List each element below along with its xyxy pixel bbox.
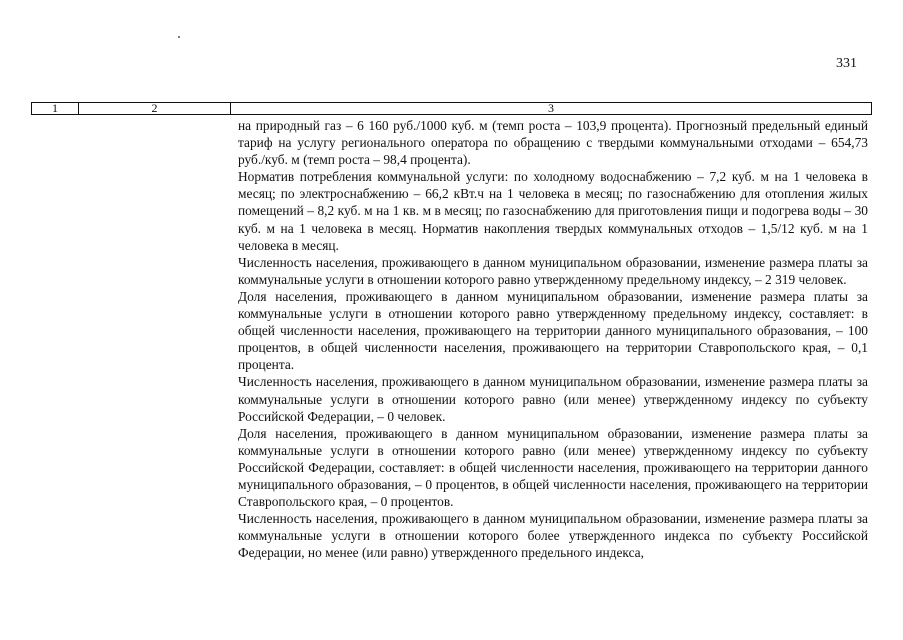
paragraph-tariff: на природный газ – 6 160 руб./1000 куб. м (темп роста – 103,9 процента). Прогнозный предельный единый тариф на услугу регионального оператора по обращению с твердыми коммунальными отходами – 654,73 руб./куб. м (темп роста – 98,4 процента). — [238, 118, 868, 168]
paragraph-consumption-norms: Норматив потребления коммунальной услуги: по холодному водоснабжению – 7,2 куб. м на 1 человека в месяц; по электроснабжению – 66,2 кВт.ч на 1 человека в месяц; по газоснабжению для отопления жилых помещений – 8,2 куб. м на 1 кв. м в месяц; по газоснабжению для приготовления пищи и подогрева воды – 30 куб. м на 1 человека в месяц. Норматив накопления твердых коммунальных отходов – 1,5/12 куб. м на 1 человека в месяц. — [238, 169, 868, 253]
page-number: 331 — [836, 56, 857, 71]
column-number-2: 2 — [79, 103, 231, 114]
table-column-header — [31, 102, 872, 115]
column-number-3: 3 — [548, 101, 554, 115]
paragraph-population-above-index: Численность населения, проживающего в данном муниципальном образовании, изменение размера платы за коммунальные услуги в отношении которого более утвержденного индекса по субъекту Российской Федерации, но менее (или равно) утвержденного предельного индекса, — [238, 511, 868, 561]
paragraph-share-regional-index: Доля населения, проживающего в данном муниципальном образовании, изменение размера платы за коммунальные услуги в отношении которого равно (или менее) утвержденному индексу по субъекту Российской Федерации, составляет: в общей численности населения, проживающего на территории данного муниципального образования, – 0 процентов, в общей численности населения, проживающего на территории Ставропольского края, – 0 процентов. — [238, 425, 868, 510]
paragraph-population-regional-index: Численность населения, проживающего в данном муниципальном образовании, изменение размера платы за коммунальные услуги в отношении которого равно (или менее) утвержденному индексу по субъекту Российской Федерации, – 0 человек. — [238, 374, 868, 424]
column-number-1: 1 — [32, 103, 79, 114]
paragraph-share-equal-limit: Доля населения, проживающего в данном муниципальном образовании, изменение размера платы за коммунальные услуги в отношении которого равно утвержденному предельному индексу, составляет: в общей численности населения, проживающего на территории данного муниципального образования, – 100 процентов, в общей численности населения, проживающего на территории Ставропольского края, – 0,1 процента. — [238, 288, 868, 373]
scan-speck — [178, 36, 180, 38]
paragraph-population-equal-limit: Численность населения, проживающего в данном муниципальном образовании, изменение размера платы за коммунальные услуги в отношении которого равно утвержденному предельному индексу, – 2 319 человек. — [238, 254, 868, 287]
table-cell-text — [238, 117, 868, 561]
